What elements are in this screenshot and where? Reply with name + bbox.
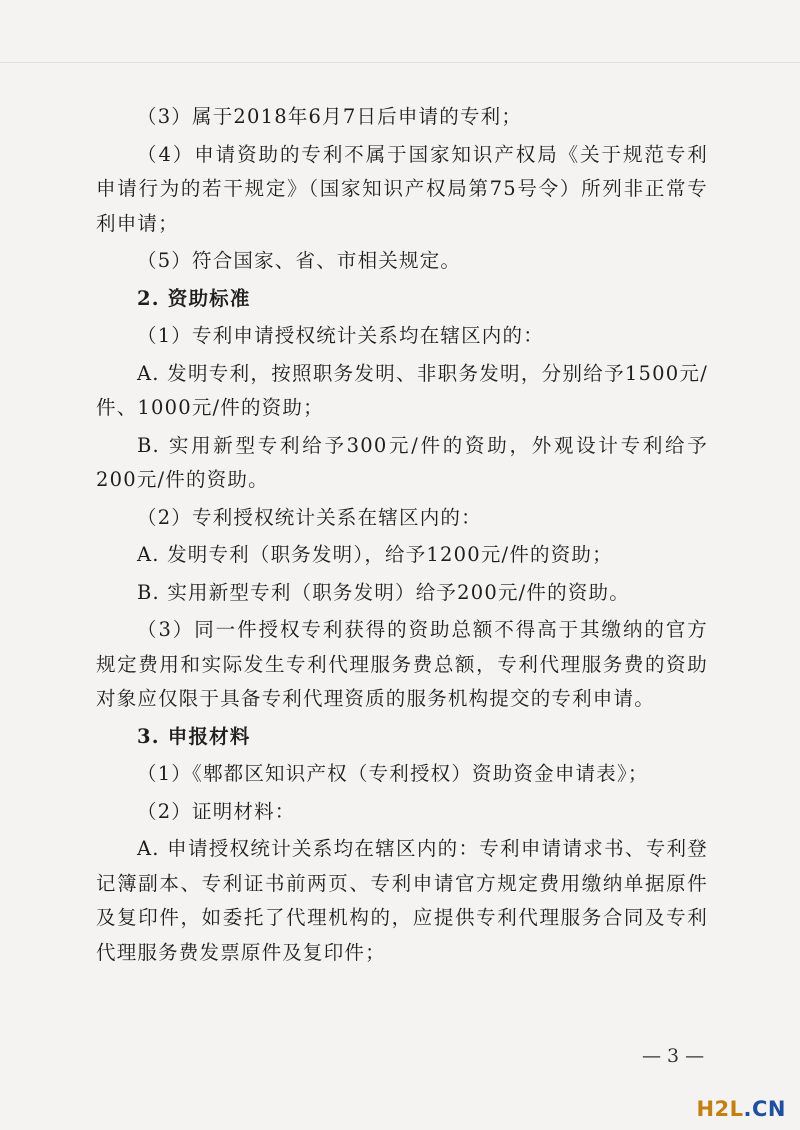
page-number: — 3 — bbox=[642, 1045, 705, 1067]
section-heading-materials: 3. 申报材料 bbox=[137, 724, 251, 748]
paragraph-standard-2: （2）专利授权统计关系在辖区内的： bbox=[137, 505, 482, 529]
paragraph-materials-1: （1）《郫都区知识产权（专利授权）资助资金申请表》； bbox=[137, 762, 649, 785]
paragraph-standard-1a: A. 发明专利，按照职务发明、非职务发明，分别给予1500元/件、1000元/件的资助； bbox=[96, 361, 708, 419]
section-heading-funding-standard: 2. 资助标准 bbox=[137, 286, 251, 310]
paragraph-standard-1: （1）专利申请授权统计关系均在辖区内的： bbox=[137, 324, 544, 347]
watermark-part-1: H2L bbox=[696, 1097, 744, 1121]
paragraph-condition-5: （5）符合国家、省、市相关规定。 bbox=[137, 249, 462, 272]
paragraph-materials-2: （2）证明材料： bbox=[137, 799, 296, 823]
paragraph-condition-3: （3）属于2018年6月7日后申请的专利； bbox=[137, 105, 523, 128]
paragraph-standard-2b: B. 实用新型专利（职务发明）给予200元/件的资助。 bbox=[137, 580, 630, 604]
paragraph-standard-3: （3）同一件授权专利获得的资助总额不得高于其缴纳的官方规定费用和实际发生专利代理服务费总额，专利代理服务费的资助对象应仅限于具备专利代理资质的服务机构提交的专利申请。 bbox=[96, 618, 708, 710]
scan-page-edge bbox=[0, 62, 800, 63]
paragraph-standard-1b: B. 实用新型专利给予300元/件的资助，外观设计专利给予200元/件的资助。 bbox=[96, 433, 708, 491]
paragraph-condition-4: （4）申请资助的专利不属于国家知识产权局《关于规范专利申请行为的若干规定》（国家知识产权局第75号令）所列非正常专利申请； bbox=[96, 142, 708, 235]
site-watermark-logo bbox=[696, 1097, 786, 1121]
document-body bbox=[96, 100, 708, 970]
watermark-part-2: .CN bbox=[743, 1097, 786, 1121]
paragraph-standard-2a: A. 发明专利（职务发明），给予1200元/件的资助； bbox=[137, 543, 613, 566]
paragraph-materials-2a: A. 申请授权统计关系均在辖区内的：专利申请请求书、专利登记簿副本、专利证书前两页、专利申请官方规定费用缴纳单据原件及复印件，如委托了代理机构的，应提供专利代理服务合同及专利代理服务费发票原件及复印件； bbox=[96, 837, 708, 964]
